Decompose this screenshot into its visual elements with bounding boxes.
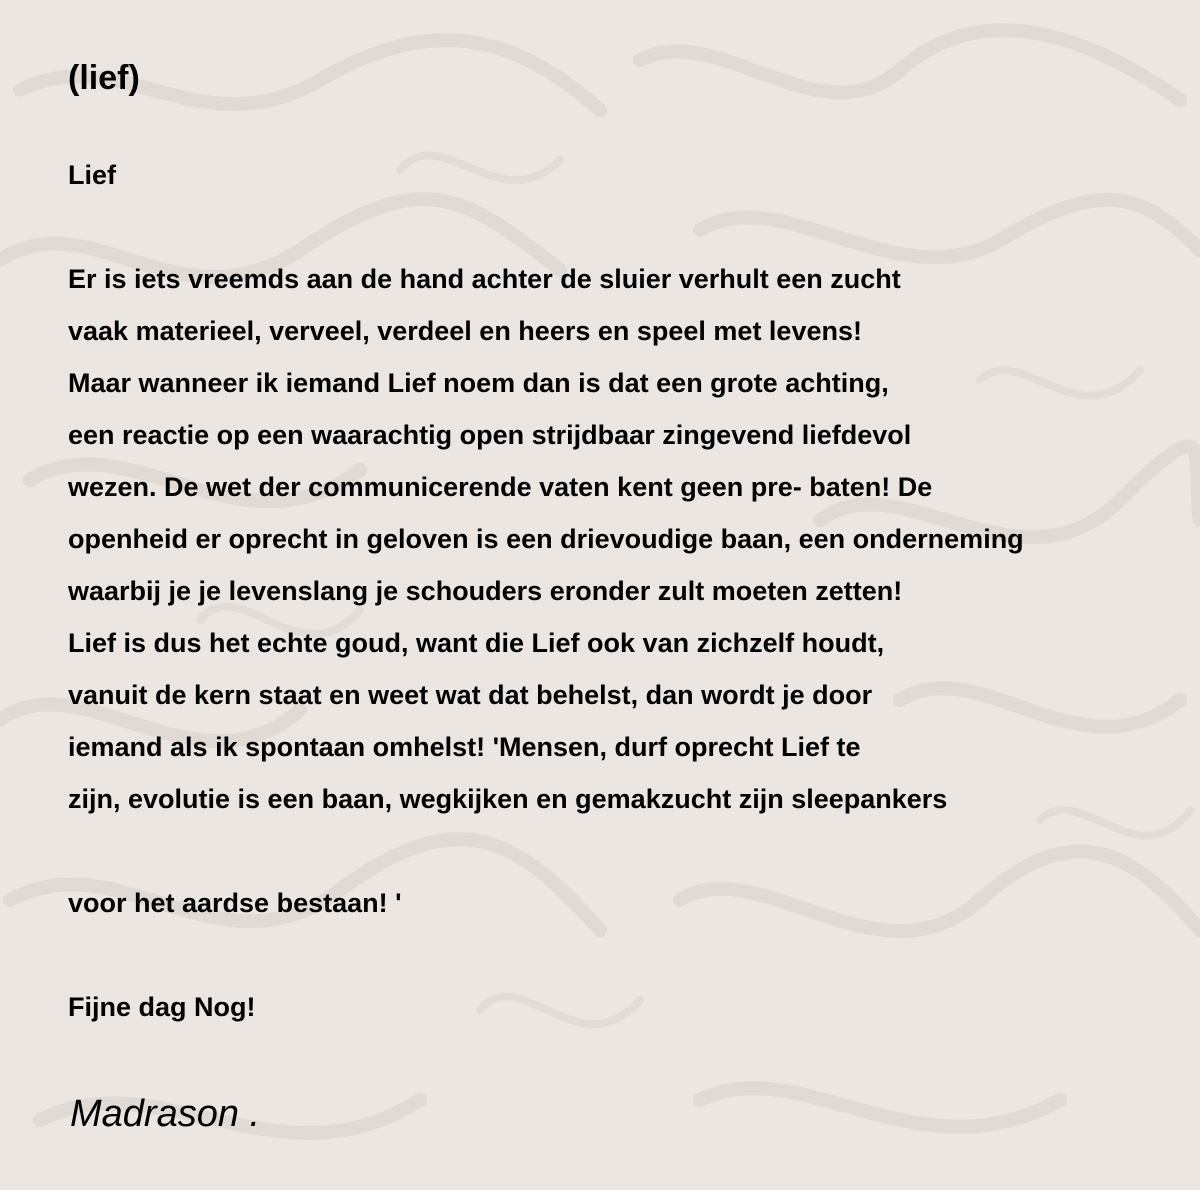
poem-line: Maar wanneer ik iemand Lief noem dan is dat een grote achting, xyxy=(68,368,889,398)
poem-line: waarbij je je levenslang je schouders eronder zult moeten zetten! xyxy=(68,576,903,606)
poem-body xyxy=(68,0,1200,1190)
poem-line: wezen. De wet der communicerende vaten kent geen pre- baten! De xyxy=(68,472,933,502)
poem-line: iemand als ik spontaan omhelst! 'Mensen, durf oprecht Lief te xyxy=(68,732,861,762)
poem-line: een reactie op een waarachtig open strijdbaar zingevend liefdevol xyxy=(68,420,912,450)
poem-line: Lief is dus het echte goud, want die Lief ook van zichzelf houdt, xyxy=(68,628,885,658)
poem-line: zijn, evolutie is een baan, wegkijken en gemakzucht zijn sleepankers xyxy=(68,784,948,814)
poem-line: Er is iets vreemds aan de hand achter de sluier verhult een zucht xyxy=(68,264,901,294)
poem-author: Madrason . xyxy=(70,1093,261,1135)
poem-line: vaak materieel, verveel, verdeel en heers en speel met levens! xyxy=(68,316,862,346)
poem-line: vanuit de kern staat en weet wat dat behelst, dan wordt je door xyxy=(68,680,873,710)
poem-line: Fijne dag Nog! xyxy=(68,992,256,1022)
poem-title: (lief) xyxy=(68,59,140,97)
poem-line: Lief xyxy=(68,160,117,190)
poem-line: voor het aardse bestaan! ' xyxy=(68,888,402,918)
poem-line: openheid er oprecht in geloven is een drievoudige baan, een onderneming xyxy=(68,524,1024,554)
